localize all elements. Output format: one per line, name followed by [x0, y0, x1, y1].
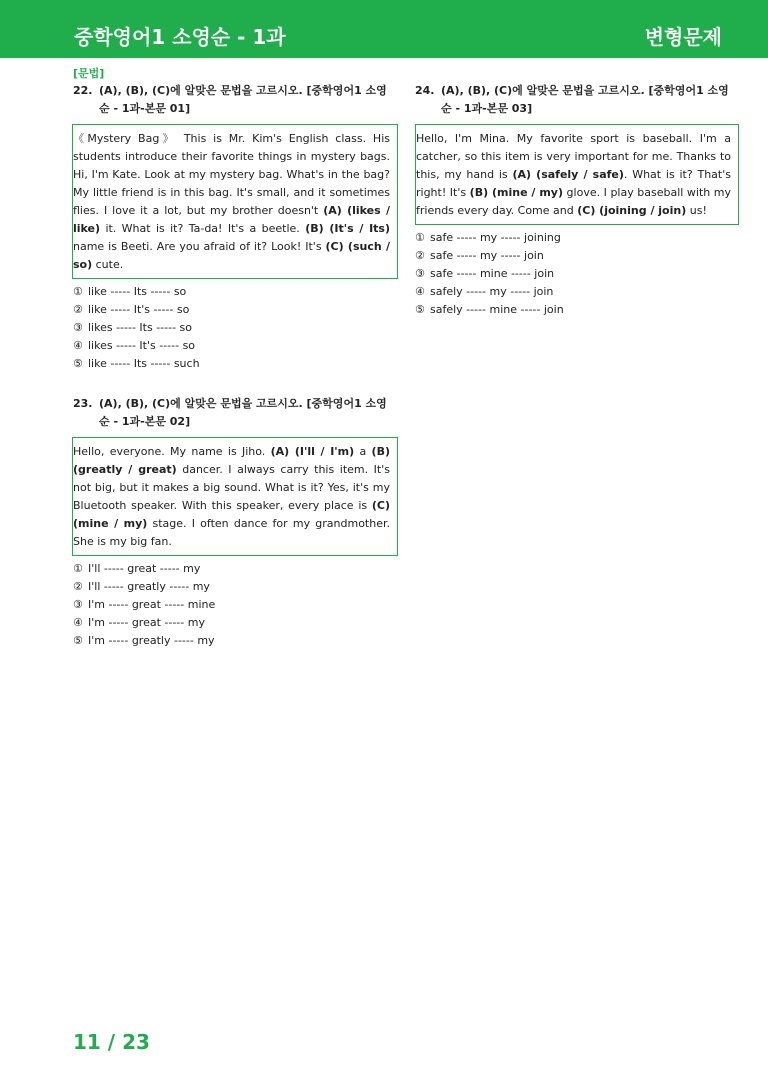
option-mark: ③	[73, 321, 83, 334]
section-tag-spacer	[415, 66, 739, 82]
passage-text	[416, 130, 738, 220]
question-number: 23.	[73, 397, 93, 410]
answer-option[interactable]	[73, 319, 397, 337]
passage-segment: it. What is it? Ta-da! It's a beetle.	[100, 222, 306, 235]
answer-option[interactable]	[73, 614, 397, 632]
question-title	[73, 82, 397, 118]
option-text: I'll ----- great ----- my	[88, 562, 201, 575]
answer-option[interactable]	[73, 301, 397, 319]
passage-box	[72, 437, 398, 556]
page-number: 11 / 23	[73, 1030, 150, 1054]
option-mark: ②	[415, 249, 425, 262]
question-number: 22.	[73, 84, 93, 97]
option-text: like ----- Its ----- so	[88, 285, 187, 298]
option-mark: ③	[73, 598, 83, 611]
question-instruction: (A), (B), (C)에 알맞은 문법을 고르시오. [중학영어1 소영순 - 1과-본문 03]	[441, 84, 729, 115]
answer-option[interactable]	[73, 578, 397, 596]
passage-text	[73, 443, 397, 551]
passage-segment: Hello, I'm Mina. My favorite sport is baseball. I'm a catcher, so this item is very important for me. Thanks to this, my hand is	[416, 132, 731, 181]
blank-choice: (B) (greatly / great)	[73, 445, 390, 476]
option-mark: ⑤	[73, 357, 83, 370]
answer-options	[73, 283, 397, 373]
page-header	[0, 0, 768, 58]
option-text: likes ----- It's ----- so	[88, 339, 196, 352]
passage-segment: glove. I play baseball with my friends every day. Come and	[416, 186, 731, 217]
option-mark: ①	[73, 285, 83, 298]
left-column	[73, 66, 397, 672]
answer-option[interactable]	[73, 337, 397, 355]
answer-option[interactable]	[73, 283, 397, 301]
option-mark: ④	[415, 285, 425, 298]
option-text: safely ----- my ----- join	[430, 285, 554, 298]
answer-options	[73, 560, 397, 650]
answer-option[interactable]	[415, 229, 739, 247]
answer-option[interactable]	[415, 247, 739, 265]
passage-segment: cute.	[92, 258, 124, 271]
answer-option[interactable]	[415, 265, 739, 283]
option-text: likes ----- Its ----- so	[88, 321, 193, 334]
question-number: 24.	[415, 84, 435, 97]
blank-choice: (A) (I'll / I'm)	[270, 445, 355, 458]
option-text: safe ----- my ----- join	[430, 249, 544, 262]
option-mark: ⑤	[73, 634, 83, 647]
passage-segment: . What is it? That's right! It's	[416, 168, 731, 199]
option-text: like ----- Its ----- such	[88, 357, 200, 370]
question-title	[415, 82, 739, 118]
option-mark: ④	[73, 339, 83, 352]
blank-choice: (B) (It's / Its)	[305, 222, 390, 235]
option-text: I'm ----- great ----- mine	[88, 598, 216, 611]
option-text: safely ----- mine ----- join	[430, 303, 564, 316]
option-text: I'm ----- greatly ----- my	[88, 634, 215, 647]
header-title: 중학영어1 소영순 - 1과	[74, 25, 286, 49]
blank-choice: (C) (mine / my)	[73, 499, 390, 530]
option-mark: ①	[73, 562, 83, 575]
answer-option[interactable]	[73, 560, 397, 578]
question-title	[73, 395, 397, 431]
passage-box	[72, 124, 398, 279]
answer-option[interactable]	[73, 596, 397, 614]
question-23	[73, 395, 397, 650]
blank-choice: (B) (mine / my)	[469, 186, 563, 199]
question-instruction: (A), (B), (C)에 알맞은 문법을 고르시오. [중학영어1 소영순 - 1과-본문 01]	[99, 84, 387, 115]
question-22	[73, 82, 397, 373]
question-24	[415, 82, 739, 319]
header-type-label: 변형문제	[644, 25, 722, 49]
option-text: safe ----- mine ----- join	[430, 267, 555, 280]
option-text: I'll ----- greatly ----- my	[88, 580, 210, 593]
option-text: I'm ----- great ----- my	[88, 616, 205, 629]
passage-box	[415, 124, 739, 225]
option-mark: ⑤	[415, 303, 425, 316]
passage-segment: dancer. I always carry this item. It's not big, but it makes a big sound. What is it? Yes, it's my Bluetooth speaker. With this speaker, every place is	[73, 463, 390, 512]
answer-option[interactable]	[415, 283, 739, 301]
question-instruction: (A), (B), (C)에 알맞은 문법을 고르시오. [중학영어1 소영순 - 1과-본문 02]	[99, 397, 387, 428]
passage-segment: name is Beeti. Are you afraid of it? Look! It's	[73, 240, 326, 253]
blank-choice: (A) (likes / like)	[73, 204, 390, 235]
answer-options	[415, 229, 739, 319]
option-mark: ④	[73, 616, 83, 629]
option-text: like ----- It's ----- so	[88, 303, 190, 316]
blank-choice: (C) (joining / join)	[577, 204, 687, 217]
option-text: safe ----- my ----- joining	[430, 231, 561, 244]
right-column	[415, 66, 739, 341]
answer-option[interactable]	[73, 355, 397, 373]
option-mark: ②	[73, 580, 83, 593]
option-mark: ②	[73, 303, 83, 316]
passage-segment: 《Mystery Bag》 This is Mr. Kim's English class. His students introduce their favorite things in mystery bags. Hi, I'm Kate. Look at my mystery bag. What's in the bag? My little friend is in this bag. It's small, and it sometimes flies. I love it a lot, but my brother doesn't	[73, 132, 390, 217]
blank-choice: (A) (safely / safe)	[512, 168, 624, 181]
section-tag: [문법]	[73, 67, 105, 80]
option-mark: ③	[415, 267, 425, 280]
passage-segment: Hello, everyone. My name is Jiho.	[73, 445, 271, 458]
passage-text	[73, 130, 397, 274]
answer-option[interactable]	[415, 301, 739, 319]
option-mark: ①	[415, 231, 425, 244]
answer-option[interactable]	[73, 632, 397, 650]
passage-segment: stage. I often dance for my grandmother. She is my big fan.	[73, 517, 390, 548]
passage-segment: us!	[686, 204, 707, 217]
blank-choice: (C) (such / so)	[73, 240, 390, 271]
passage-segment: a	[354, 445, 372, 458]
